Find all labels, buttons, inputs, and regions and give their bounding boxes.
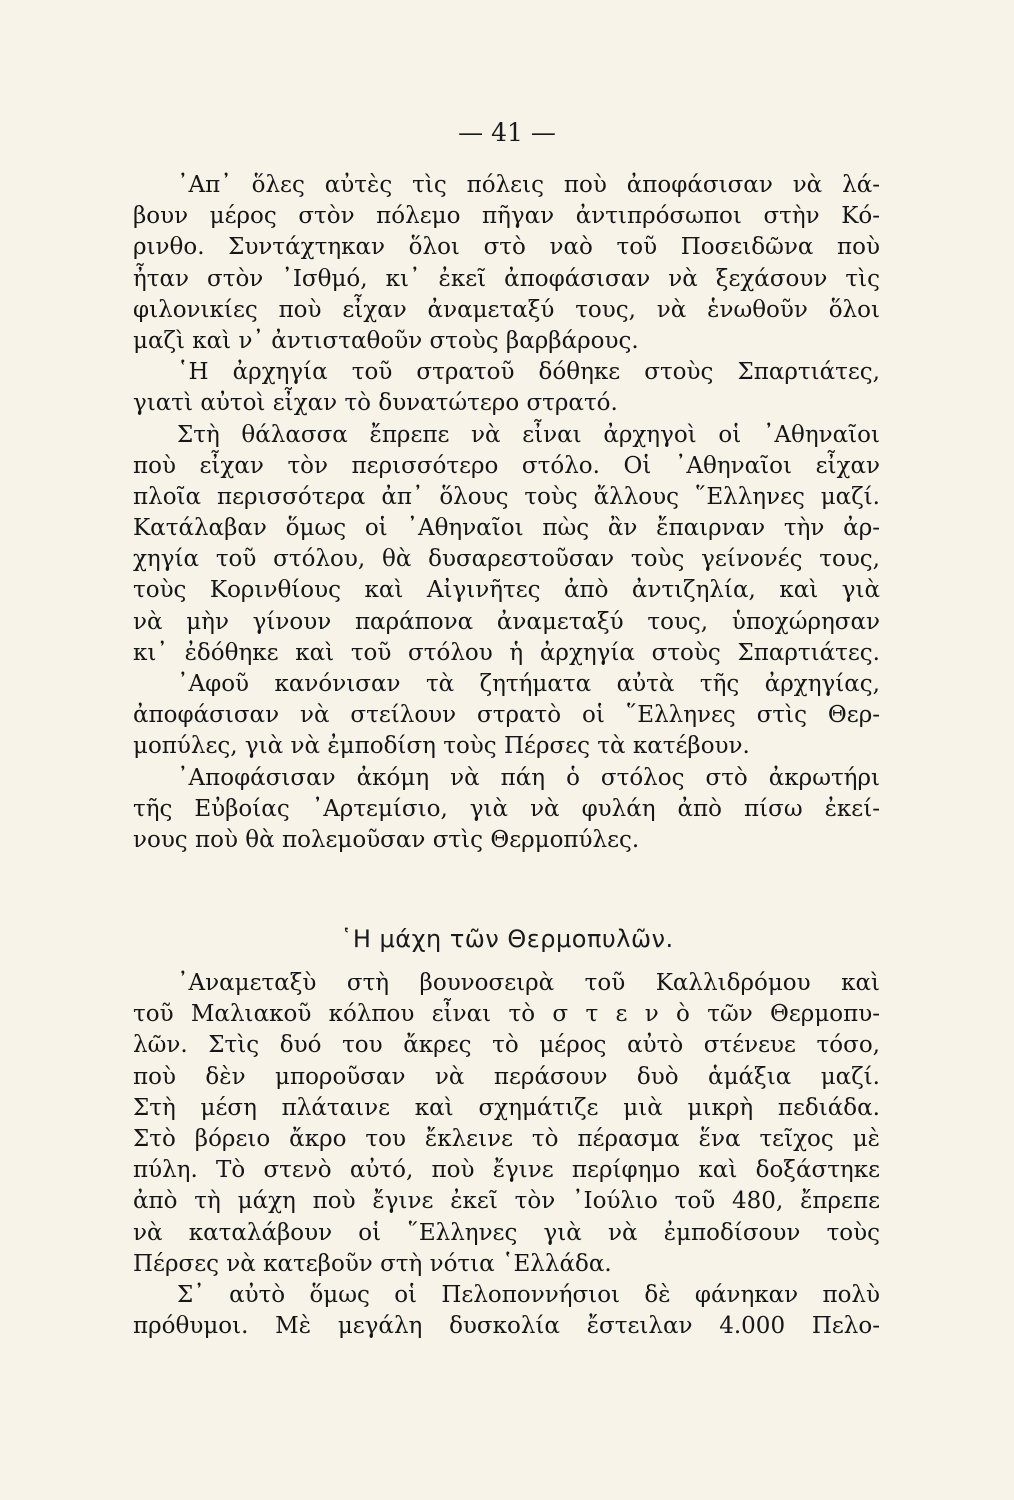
text-line: κι᾿ ἐδόθηκε καὶ τοῦ στόλου ἡ ἀρχηγία στοὺς Σπαρτιάτες. (133, 639, 880, 666)
text-line: ῾Η ἀρχηγία τοῦ στρατοῦ δόθηκε στοὺς Σπαρτιάτες, (177, 359, 880, 386)
text-line: ποὺ εἶχαν τὸν περισσότερο στόλο. Οἱ ᾿Αθηναῖοι εἶχαν (133, 452, 880, 479)
text-line: μοπύλες, γιὰ νὰ ἐμποδίση τοὺς Πέρσες τὰ κατέβουν. (133, 733, 750, 760)
text-line: νὰ καταλάβουν οἱ ῞Ελληνες γιὰ νὰ ἐμποδίσουν τοὺς (133, 1219, 880, 1246)
text-line: ᾿Αποφάσισαν ἀκόμη νὰ πάη ὁ στόλος στὸ ἀκρωτήρι (177, 764, 880, 791)
text-line: τοὺς Κορινθίους καὶ Αἰγινῆτες ἀπὸ ἀντιζηλία, καὶ γιὰ (133, 577, 880, 604)
text-line: Κατάλαβαν ὅμως οἱ ᾿Αθηναῖοι πὼς ἂν ἔπαιρναν τὴν ἀρ- (133, 515, 880, 542)
text-line: πρόθυμοι. Μὲ μεγάλη δυσκολία ἔστειλαν 4.000 Πελο- (133, 1313, 880, 1340)
text-line: ᾿Αφοῦ κανόνισαν τὰ ζητήματα αὐτὰ τῆς ἀρχηγίας, (177, 671, 880, 697)
text-line: Στὴ θάλασσα ἔπρεπε νὰ εἶναι ἀρχηγοὶ οἱ ᾿Αθηναῖοι (177, 421, 880, 448)
text-line: ᾿Απ᾿ ὅλες αὐτὲς τὶς πόλεις ποὺ ἀποφάσισαν νὰ λά- (177, 172, 880, 198)
section-battle-of-thermopylae (133, 968, 880, 1342)
text-line: νους ποὺ θὰ πολεμοῦσαν στὶς Θερμοπύλες. (133, 826, 640, 853)
text-line: ἀπὸ τὴ μάχη ποὺ ἔγινε ἐκεῖ τὸν ᾿Ιούλιο τοῦ 480, ἔπρεπε (133, 1188, 880, 1215)
text-line: βουν μέρος στὸν πόλεμο πῆγαν ἀντιπρόσωποι στὴν Κό- (133, 203, 880, 230)
text-line: Πέρσες νὰ κατεβοῦν στὴ νότια ῾Ελλάδα. (133, 1250, 612, 1277)
text-line: ἀποφάσισαν νὰ στείλουν στρατὸ οἱ ῞Ελληνες στὶς Θερ- (133, 702, 880, 729)
text-line: νὰ μὴν γίνουν παράπονα ἀναμεταξύ τους, ὑποχώρησαν (133, 608, 880, 635)
section-thermopylae-preparation (133, 170, 880, 856)
text-line: χηγία τοῦ στόλου, θὰ δυσαρεστοῦσαν τοὺς γείνονές τους, (133, 546, 880, 573)
text-line: πύλη. Τὸ στενὸ αὐτό, ποὺ ἔγινε περίφημο καὶ δοξάστηκε (133, 1157, 880, 1184)
text-line: ᾿Αναμεταξὺ στὴ βουνοσειρὰ τοῦ Καλλιδρόμου καὶ (177, 970, 880, 996)
text-line: ρινθο. Συντάχτηκαν ὅλοι στὸ ναὸ τοῦ Ποσειδῶνα ποὺ (133, 234, 880, 261)
text-line: Στὴ μέση πλάταινε καὶ σχημάτιζε μιὰ μικρὴ πεδιάδα. (133, 1094, 880, 1121)
text-line: τοῦ Μαλιακοῦ κόλπου εἶναι τὸ σ τ ε ν ὸ τῶν Θερμοπυ- (133, 1001, 880, 1028)
text-line: τῆς Εὐβοίας ᾿Αρτεμίσιο, γιὰ νὰ φυλάη ἀπὸ πίσω ἐκεί- (133, 795, 880, 822)
page-number: — 41 — (458, 118, 556, 147)
text-line: λῶν. Στὶς δυό του ἄκρες τὸ μέρος αὐτὸ στένευε τόσο, (133, 1032, 880, 1059)
text-line: πλοῖα περισσότερα ἀπ᾿ ὅλους τοὺς ἄλλους ῞Ελληνες μαζί. (133, 483, 880, 510)
text-line: ποὺ δὲν μποροῦσαν νὰ περάσουν δυὸ ἁμάξια μαζί. (133, 1063, 880, 1090)
text-line: γιατὶ αὐτοὶ εἶχαν τὸ δυνατώτερο στρατό. (133, 390, 618, 417)
text-line: μαζὶ καὶ ν᾿ ἀντισταθοῦν στοὺς βαρβάρους. (133, 327, 639, 354)
text-line: Στὸ βόρειο ἄκρο του ἔκλεινε τὸ πέρασμα ἕνα τεῖχος μὲ (133, 1125, 880, 1152)
section-heading: ῾Η μάχη τῶν Θερμοπυλῶν. (340, 925, 674, 953)
text-line: ἦταν στὸν ᾿Ισθμό, κι᾿ ἐκεῖ ἀποφάσισαν νὰ ξεχάσουν τὶς (133, 265, 880, 292)
text-line: φιλονικίες ποὺ εἶχαν ἀναμεταξύ τους, νὰ ἑνωθοῦν ὅλοι (133, 296, 880, 323)
text-line: Σ᾿ αὐτὸ ὅμως οἱ Πελοποννήσιοι δὲ φάνηκαν πολὺ (177, 1281, 880, 1308)
